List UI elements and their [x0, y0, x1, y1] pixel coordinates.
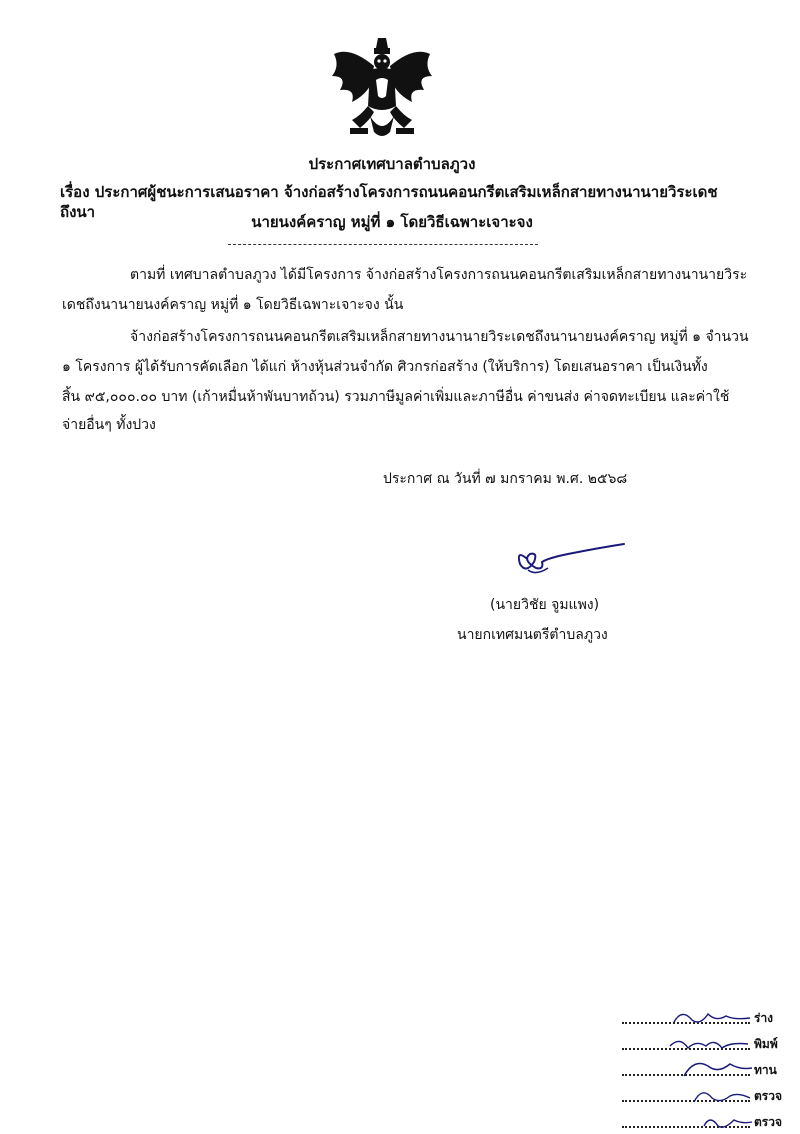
initial-scrawl	[664, 1056, 754, 1080]
paragraph-2-line-3: สิ้น ๙๕,๐๐๐.๐๐ บาท (เก้าหมื่นห้าพันบาทถ้วน) รวมภาษีมูลค่าเพิ่มและภาษีอื่น ค่าขนส่ง ค่าจดทะเบียน และค่าใช้	[62, 389, 730, 405]
organization-title: ประกาศเทศบาลตำบลภูวง	[308, 155, 476, 173]
initials-block	[622, 1004, 792, 1134]
announcement-date: ประกาศ ณ วันที่ ๗ มกราคม พ.ศ. ๒๕๖๘	[383, 471, 628, 487]
initials-row-check-1	[622, 1082, 792, 1108]
initial-scrawl	[664, 1108, 754, 1132]
initials-row-draft	[622, 1004, 792, 1030]
initial-scrawl	[664, 1082, 754, 1106]
subject-line-1: เรื่อง ประกาศผู้ชนะการเสนอราคา จ้างก่อสร้างโครงการถนนคอนกรีตเสริมเหล็กสายทางนานายวิระเดชถึงนา	[60, 183, 718, 221]
initial-scrawl	[664, 1030, 754, 1054]
initials-row-type	[622, 1030, 792, 1056]
subject-line-2: นายนงค์คราญ หมู่ที่ ๑ โดยวิธีเฉพาะเจาะจง	[251, 213, 533, 231]
divider-line	[228, 244, 538, 245]
initial-scrawl	[664, 1004, 754, 1028]
paragraph-2-line-4: จ่ายอื่นๆ ทั้งปวง	[62, 417, 156, 433]
initials-row-check-2	[622, 1108, 792, 1134]
handwritten-signature	[508, 540, 626, 580]
initials-label: ทาน	[754, 1063, 777, 1077]
signer-name: (นายวิชัย จูมแพง)	[490, 597, 600, 613]
paragraph-2-line-2: ๑ โครงการ ผู้ได้รับการคัดเลือก ได้แก่ ห้างหุ้นส่วนจำกัด ศิวกรก่อสร้าง (ให้บริการ) โดยเสนอราคา เป็นเงินทั้ง	[62, 359, 708, 375]
initials-label: ตรวจ	[754, 1115, 783, 1129]
garuda-emblem	[330, 36, 434, 142]
initials-row-review	[622, 1056, 792, 1082]
initials-label: ตรวจ	[754, 1089, 783, 1103]
paragraph-2-line-1: จ้างก่อสร้างโครงการถนนคอนกรีตเสริมเหล็กสายทางนานายวิระเดชถึงนานายนงค์คราญ หมู่ที่ ๑ จำนวน	[130, 329, 749, 345]
initials-label: พิมพ์	[754, 1037, 778, 1051]
paragraph-1-line-1: ตามที่ เทศบาลตำบลภูวง ได้มีโครงการ จ้างก่อสร้างโครงการถนนคอนกรีตเสริมเหล็กสายทางนานายวิระ	[130, 267, 748, 283]
paragraph-1-line-2: เดชถึงนานายนงค์คราญ หมู่ที่ ๑ โดยวิธีเฉพาะเจาะจง นั้น	[62, 297, 404, 313]
initials-label: ร่าง	[754, 1011, 774, 1025]
signer-position: นายกเทศมนตรีตำบลภูวง	[457, 627, 608, 643]
